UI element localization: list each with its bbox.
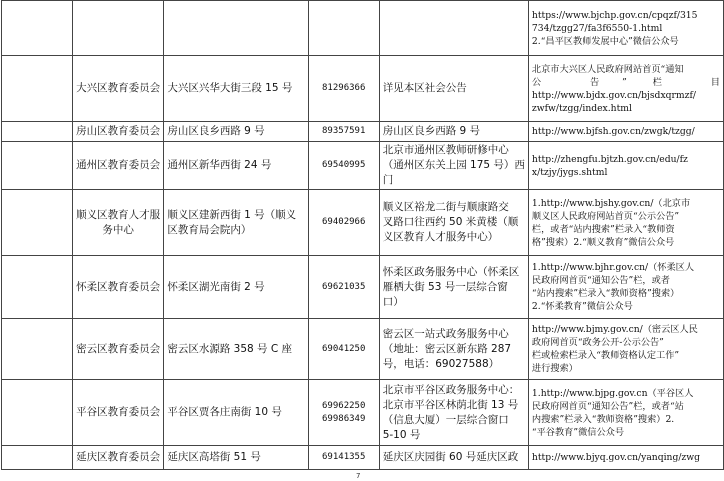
cell-line: 北京市平谷区林荫北街 13 号 [382, 398, 519, 411]
notice-location-cell [379, 256, 528, 319]
authority-name-cell: 通州区教育委员会 [72, 142, 163, 190]
blank-cell [2, 142, 73, 190]
authority-name-cell: 房山区教育委员会 [72, 122, 163, 142]
cell-line: （地址：密云区新东路 287 [382, 342, 512, 355]
authority-name-cell: 延庆区教育委员会 [72, 446, 163, 470]
notice-location-cell [379, 1, 528, 56]
cell-line: http://zhengfu.bjtzh.gov.cn/edu/fz [531, 153, 688, 165]
cell-line: “站内搜索”栏录入“教师资格”搜索） [531, 288, 680, 299]
address-cell: 通州区新华西街 24 号 [164, 142, 308, 190]
cell-line: 民政府网首页“通知公告”栏，或者 [531, 275, 670, 286]
phone-cell [308, 319, 379, 380]
website-cell [528, 380, 723, 446]
cell-line: “平谷教育”微信公众号 [531, 426, 625, 438]
cell-line: 叉路口往西约 50 米黄楼（顺 [382, 216, 519, 228]
cell-line: 延庆区庆园街 60 号延庆区政 [382, 451, 519, 463]
address-cell: 平谷区贾各庄南街 10 号 [164, 380, 308, 446]
blank-cell [2, 1, 73, 56]
notice-location-cell [379, 319, 528, 380]
website-cell [528, 1, 723, 56]
phone-cell [308, 56, 379, 122]
address-cell: 大兴区兴华大街三段 15 号 [164, 56, 308, 122]
cell-line: 栏或检索栏录入“教师资格认定工作” [531, 350, 680, 361]
website-cell [528, 319, 723, 380]
cell-line: 81296366 [322, 83, 366, 93]
cell-line: 69041250 [322, 343, 366, 354]
blank-cell [2, 380, 73, 446]
blank-cell [2, 319, 73, 380]
authority-name-cell [72, 1, 163, 56]
blank-cell [2, 446, 73, 470]
authority-name-cell: 顺义区教育人才服务中心 [72, 190, 163, 256]
blank-cell [2, 56, 73, 122]
cell-line: 义区教育人才服务中心） [382, 231, 499, 243]
cell-line: 进行搜索） [531, 363, 578, 374]
page-number: 7 [356, 472, 361, 480]
table-row [2, 122, 724, 142]
website-cell [528, 256, 723, 319]
cell-line: https://www.bjchp.gov.cn/cpqzf/315 [531, 9, 698, 21]
table-row [2, 319, 724, 380]
cell-line: x/tzjy/jygs.shtml [531, 166, 608, 178]
cell-line: 北京市大兴区人民政府网站首页“通知 [531, 63, 684, 75]
cell-line: 北京市通州区教师研修中心 [382, 144, 509, 156]
table-row [2, 142, 724, 190]
cell-line: 详见本区社会公告 [382, 82, 467, 94]
cell-line: 公 告” 栏 目 [531, 76, 720, 88]
cell-line: 内搜索”栏录入“教师资格”搜索）2. [531, 413, 675, 425]
cell-line: 734/tzgg27/fa3f6550-1.html [531, 22, 663, 34]
cell-line: 69402966 [322, 217, 366, 227]
cell-line: 栏，或者“站内搜索”栏录入“教师资 [531, 223, 675, 235]
cell-line: 北京市平谷区政务服务中心： [382, 383, 520, 396]
phone-cell [308, 256, 379, 319]
phone-cell [308, 446, 379, 470]
table-row [2, 380, 724, 446]
notice-location-cell [379, 190, 528, 256]
cell-line: 2.“怀柔教育”微信公众号 [531, 301, 633, 312]
notice-location-cell [379, 122, 528, 142]
cell-line: http://www.bjyq.gov.cn/yanqing/zwg [531, 452, 701, 463]
cell-line: （信息大厦）一层综合窗口 [382, 413, 509, 426]
cell-line: 房山区良乡西路 9 号 [382, 125, 481, 137]
cell-line: http://www.bjmy.gov.cn/（密云区人民 [531, 324, 698, 335]
address-cell [164, 1, 308, 56]
table-row [2, 446, 724, 470]
notice-location-cell [379, 56, 528, 122]
cell-line: 69540995 [322, 160, 366, 170]
cell-line: 顺义区裕龙二街与顺康路交 [382, 201, 509, 213]
address-cell: 延庆区高塔街 51 号 [164, 446, 308, 470]
cell-line: 顺义区人民政府网站首页“公示公告” [531, 210, 680, 222]
contact-table [1, 0, 724, 470]
cell-line: http://www.bjdx.gov.cn/bjsdxqrmzf/ [531, 89, 696, 101]
cell-line: 69986349 [322, 413, 366, 424]
phone-cell [308, 142, 379, 190]
cell-line: 政府网首页“政务公开-公示公告” [531, 337, 664, 348]
cell-line: http://www.bjfsh.gov.cn/zwgk/tzgg/ [531, 126, 695, 137]
notice-location-cell [379, 446, 528, 470]
cell-line: 5-10 号 [382, 428, 421, 441]
cell-line: 格”搜索）2.“顺义教育”微信公众号 [531, 236, 675, 248]
authority-name-cell: 密云区教育委员会 [72, 319, 163, 380]
cell-line: 民政府网首页“通知公告”栏，或者“站 [531, 400, 684, 412]
website-cell [528, 122, 723, 142]
cell-line: 门 [382, 174, 394, 186]
address-cell: 怀柔区湖光南街 2 号 [164, 256, 308, 319]
cell-line: 1.http://www.bjhr.gov.cn/（怀柔区人 [531, 262, 695, 273]
cell-line: （通州区东关上园 175 号）西 [382, 159, 525, 171]
cell-line: 雁栖大街 53 号一层综合窗 [382, 280, 508, 293]
table-row [2, 256, 724, 319]
address-cell: 顺义区建新西街 1 号（顺义区教育局会院内） [164, 190, 308, 256]
notice-location-cell [379, 380, 528, 446]
cell-line: 怀柔区政务服务中心（怀柔区 [382, 265, 520, 278]
website-cell [528, 190, 723, 256]
cell-line: 2.“昌平区教师发展中心”微信公众号 [531, 35, 679, 47]
authority-name-cell: 大兴区教育委员会 [72, 56, 163, 122]
address-cell: 密云区水源路 358 号 C 座 [164, 319, 308, 380]
table-row [2, 56, 724, 122]
table-row [2, 190, 724, 256]
cell-line: 1.http://www.bjpg.gov.cn（平谷区人 [531, 387, 694, 399]
table-row [2, 1, 724, 56]
website-cell [528, 446, 723, 470]
blank-cell [2, 256, 73, 319]
blank-cell [2, 190, 73, 256]
cell-line: 号，电话：69027588） [382, 357, 500, 370]
address-cell: 房山区良乡西路 9 号 [164, 122, 308, 142]
notice-location-cell [379, 142, 528, 190]
authority-name-cell: 平谷区教育委员会 [72, 380, 163, 446]
phone-cell [308, 380, 379, 446]
cell-line: 69141355 [322, 452, 366, 462]
cell-line: 口） [382, 295, 404, 308]
cell-line: 1.http://www.bjshy.gov.cn/（北京市 [531, 197, 691, 209]
blank-cell [2, 122, 73, 142]
authority-name-cell: 怀柔区教育委员会 [72, 256, 163, 319]
cell-line: zwfw/tzgg/index.html [531, 102, 632, 114]
cell-line: 69621035 [322, 281, 366, 292]
phone-cell [308, 1, 379, 56]
phone-cell [308, 122, 379, 142]
cell-line: 密云区一站式政务服务中心 [382, 327, 509, 340]
phone-cell [308, 190, 379, 256]
cell-line: 89357591 [322, 126, 366, 136]
website-cell [528, 56, 723, 122]
website-cell [528, 142, 723, 190]
cell-line: 69962250 [322, 400, 366, 411]
